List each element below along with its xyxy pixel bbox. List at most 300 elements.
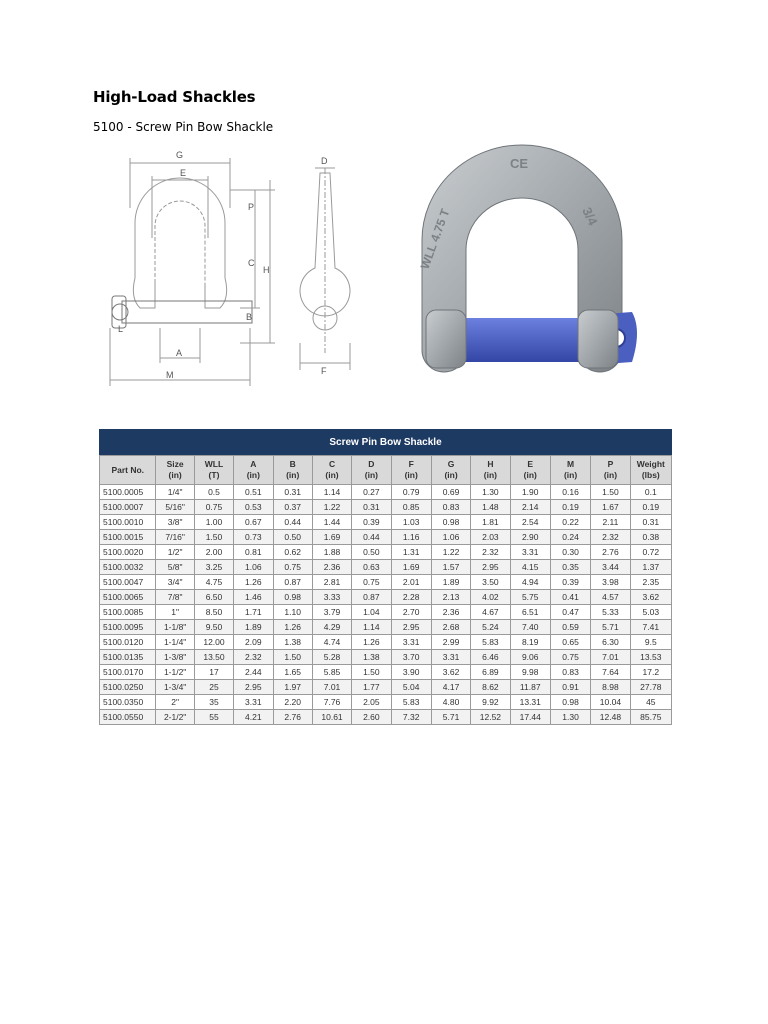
table-cell: 0.31 [630, 515, 671, 530]
part-number-cell: 5100.0032 [100, 560, 156, 575]
table-cell: 0.67 [234, 515, 273, 530]
table-cell: 1.88 [312, 545, 351, 560]
table-cell: 1.03 [391, 515, 431, 530]
table-cell: 0.24 [550, 530, 590, 545]
part-number-cell: 5100.0020 [100, 545, 156, 560]
column-header-name: A [250, 459, 257, 469]
table-cell: 4.17 [431, 680, 470, 695]
table-cell: 0.87 [273, 575, 312, 590]
column-header [630, 456, 671, 485]
part-number-cell: 5100.0170 [100, 665, 156, 680]
table-cell: 0.27 [352, 485, 391, 500]
table-cell: 1-1/8" [156, 620, 194, 635]
table-cell: 1.81 [471, 515, 510, 530]
table-cell: 3.31 [510, 545, 550, 560]
table-cell: 3.33 [312, 590, 351, 605]
table-cell: 2.01 [391, 575, 431, 590]
table-cell: 0.16 [550, 485, 590, 500]
column-header-name: G [447, 459, 455, 469]
table-cell: 0.83 [550, 665, 590, 680]
table-cell: 1.77 [352, 680, 391, 695]
column-header-name: D [368, 459, 375, 469]
table-cell: 9.92 [471, 695, 510, 710]
table-cell: 0.83 [431, 500, 470, 515]
dim-label-a: A [176, 348, 183, 358]
table-cell: 6.30 [591, 635, 630, 650]
table-cell: 3.79 [312, 605, 351, 620]
table-cell: 5.75 [510, 590, 550, 605]
column-header [591, 456, 630, 485]
table-cell: 2.20 [273, 695, 312, 710]
dim-label-m: M [166, 370, 174, 380]
part-number-cell: 5100.0085 [100, 605, 156, 620]
column-header-name: Weight [636, 459, 665, 469]
table-row [100, 620, 672, 635]
table-cell: 3.31 [431, 650, 470, 665]
table-row [100, 560, 672, 575]
table-cell: 0.65 [550, 635, 590, 650]
table-cell: 0.31 [273, 485, 312, 500]
table-cell: 4.57 [591, 590, 630, 605]
table-cell: 11.87 [510, 680, 550, 695]
table-cell: 5.71 [591, 620, 630, 635]
table-cell: 2.90 [510, 530, 550, 545]
part-number-cell: 5100.0065 [100, 590, 156, 605]
column-header-unit: (in) [444, 470, 458, 480]
table-cell: 5.28 [312, 650, 351, 665]
column-header [431, 456, 470, 485]
table-cell: 1.69 [391, 560, 431, 575]
table-cell: 1.06 [234, 560, 273, 575]
photo-ce-marking: CE [510, 156, 529, 171]
table-cell: 5.24 [471, 620, 510, 635]
table-cell: 2.60 [352, 710, 391, 725]
column-header-name: Part No. [111, 464, 145, 475]
table-cell: 4.21 [234, 710, 273, 725]
column-header-unit: (in) [404, 470, 418, 480]
column-header-name: WLL [204, 459, 224, 469]
table-cell: 5.04 [391, 680, 431, 695]
table-cell: 1" [156, 605, 194, 620]
table-cell: 4.02 [471, 590, 510, 605]
table-row [100, 695, 672, 710]
table-cell: 0.59 [550, 620, 590, 635]
table-cell: 2.35 [630, 575, 671, 590]
table-cell: 4.29 [312, 620, 351, 635]
table-cell: 1.22 [312, 500, 351, 515]
table-cell: 8.62 [471, 680, 510, 695]
table-cell: 0.50 [352, 545, 391, 560]
table-cell: 2.81 [312, 575, 351, 590]
table-cell: 17 [194, 665, 233, 680]
table-cell: 1/4" [156, 485, 194, 500]
column-header [312, 456, 351, 485]
table-cell: 12.52 [471, 710, 510, 725]
column-header [234, 456, 273, 485]
column-header [156, 456, 194, 485]
table-cell: 1.16 [391, 530, 431, 545]
table-cell: 3/4" [156, 575, 194, 590]
table-cell: 3/8" [156, 515, 194, 530]
table-cell: 2.00 [194, 545, 233, 560]
page-title: High-Load Shackles [93, 88, 256, 106]
table-cell: 2.68 [431, 620, 470, 635]
column-header-unit: (in) [483, 470, 497, 480]
table-cell: 9.50 [194, 620, 233, 635]
table-cell: 0.87 [352, 590, 391, 605]
table-row [100, 500, 672, 515]
table-cell: 7/16" [156, 530, 194, 545]
table-cell: 3.44 [591, 560, 630, 575]
table-cell: 1.57 [431, 560, 470, 575]
table-cell: 1.69 [312, 530, 351, 545]
part-number-cell: 5100.0047 [100, 575, 156, 590]
table-cell: 7.01 [591, 650, 630, 665]
table-cell: 0.30 [550, 545, 590, 560]
table-cell: 9.06 [510, 650, 550, 665]
spec-table-title: Screw Pin Bow Shackle [99, 429, 672, 455]
table-cell: 1-1/4" [156, 635, 194, 650]
table-cell: 0.50 [273, 530, 312, 545]
table-cell: 2.36 [431, 605, 470, 620]
table-cell: 2.32 [471, 545, 510, 560]
part-number-cell: 5100.0120 [100, 635, 156, 650]
table-row [100, 590, 672, 605]
table-cell: 7.01 [312, 680, 351, 695]
table-cell: 1-3/8" [156, 650, 194, 665]
table-cell: 5.71 [431, 710, 470, 725]
table-cell: 1.38 [273, 635, 312, 650]
table-cell: 7/8" [156, 590, 194, 605]
table-cell: 0.39 [550, 575, 590, 590]
part-number-cell: 5100.0550 [100, 710, 156, 725]
dim-label-b: B [246, 312, 253, 322]
table-cell: 0.73 [234, 530, 273, 545]
table-cell: 0.1 [630, 485, 671, 500]
table-cell: 0.63 [352, 560, 391, 575]
table-cell: 10.04 [591, 695, 630, 710]
table-cell: 12.00 [194, 635, 233, 650]
column-header-unit: (in) [325, 470, 339, 480]
column-header [550, 456, 590, 485]
table-cell: 17.44 [510, 710, 550, 725]
table-cell: 1.50 [273, 650, 312, 665]
table-cell: 2.11 [591, 515, 630, 530]
table-row [100, 530, 672, 545]
table-cell: 8.98 [591, 680, 630, 695]
table-cell: 0.91 [550, 680, 590, 695]
table-cell: 0.85 [391, 500, 431, 515]
table-cell: 3.62 [630, 590, 671, 605]
table-cell: 25 [194, 680, 233, 695]
table-cell: 4.74 [312, 635, 351, 650]
table-cell: 3.62 [431, 665, 470, 680]
table-cell: 1.50 [591, 485, 630, 500]
dim-label-g: G [176, 150, 184, 160]
table-row [100, 710, 672, 725]
column-header-unit: (in) [563, 470, 578, 480]
table-cell: 4.15 [510, 560, 550, 575]
part-number-cell: 5100.0350 [100, 695, 156, 710]
table-cell: 2.05 [352, 695, 391, 710]
table-cell: 0.75 [352, 575, 391, 590]
table-cell: 1.90 [510, 485, 550, 500]
column-header [194, 456, 233, 485]
table-cell: 2.09 [234, 635, 273, 650]
dim-label-h: H [263, 265, 270, 275]
table-cell: 0.38 [630, 530, 671, 545]
table-cell: 0.98 [431, 515, 470, 530]
table-row [100, 575, 672, 590]
table-cell: 0.81 [234, 545, 273, 560]
table-cell: 6.50 [194, 590, 233, 605]
table-cell: 0.75 [273, 560, 312, 575]
column-header-name: E [527, 459, 534, 469]
table-cell: 1.50 [194, 530, 233, 545]
table-cell: 1.89 [431, 575, 470, 590]
table-cell: 3.31 [391, 635, 431, 650]
table-cell: 1.30 [471, 485, 510, 500]
part-number-cell: 5100.0005 [100, 485, 156, 500]
dim-label-d: D [321, 156, 328, 166]
column-header-unit: (in) [246, 470, 260, 480]
table-cell: 0.98 [273, 590, 312, 605]
column-header [510, 456, 550, 485]
table-cell: 1.26 [234, 575, 273, 590]
table-row [100, 545, 672, 560]
spec-table-header-row [100, 456, 672, 485]
table-cell: 7.40 [510, 620, 550, 635]
table-cell: 3.31 [234, 695, 273, 710]
table-cell: 1.89 [234, 620, 273, 635]
table-cell: 0.47 [550, 605, 590, 620]
table-cell: 5.83 [471, 635, 510, 650]
table-cell: 17.2 [630, 665, 671, 680]
table-cell: 1.26 [352, 635, 391, 650]
column-header-unit: (in) [603, 470, 618, 480]
dim-label-p: P [248, 202, 255, 212]
column-header-unit: (in) [364, 470, 378, 480]
column-header-name: C [328, 459, 336, 469]
part-number-cell: 5100.0095 [100, 620, 156, 635]
table-cell: 0.44 [352, 530, 391, 545]
table-cell: 1.67 [591, 500, 630, 515]
table-cell: 5/8" [156, 560, 194, 575]
column-header [100, 456, 156, 485]
table-cell: 2.13 [431, 590, 470, 605]
table-cell: 4.94 [510, 575, 550, 590]
table-cell: 1.22 [431, 545, 470, 560]
table-cell: 1.10 [273, 605, 312, 620]
table-cell: 1.44 [312, 515, 351, 530]
column-header-unit: (in) [286, 470, 300, 480]
table-cell: 0.35 [550, 560, 590, 575]
spec-table [99, 455, 672, 725]
table-cell: 2.32 [234, 650, 273, 665]
table-cell: 0.75 [550, 650, 590, 665]
table-cell: 1.65 [273, 665, 312, 680]
table-cell: 1.26 [273, 620, 312, 635]
table-cell: 0.22 [550, 515, 590, 530]
table-cell: 2.95 [234, 680, 273, 695]
table-cell: 1.50 [352, 665, 391, 680]
column-header-name: Size [166, 459, 184, 469]
table-cell: 2" [156, 695, 194, 710]
photo-wll-marking: WLL 4.75 T [417, 206, 453, 272]
table-cell: 13.31 [510, 695, 550, 710]
table-cell: 5.03 [630, 605, 671, 620]
column-header-name: M [567, 459, 575, 469]
column-header [273, 456, 312, 485]
table-cell: 2.28 [391, 590, 431, 605]
table-cell: 9.98 [510, 665, 550, 680]
table-cell: 1.00 [194, 515, 233, 530]
table-cell: 1.71 [234, 605, 273, 620]
table-cell: 2.54 [510, 515, 550, 530]
column-header-unit: (lbs) [641, 470, 660, 480]
table-cell: 2.03 [471, 530, 510, 545]
table-cell: 0.51 [234, 485, 273, 500]
table-cell: 1.46 [234, 590, 273, 605]
table-cell: 0.5 [194, 485, 233, 500]
table-cell: 2.44 [234, 665, 273, 680]
column-header [391, 456, 431, 485]
table-cell: 7.32 [391, 710, 431, 725]
table-cell: 0.41 [550, 590, 590, 605]
table-cell: 5/16" [156, 500, 194, 515]
dim-label-e: E [180, 168, 187, 178]
table-cell: 2.95 [471, 560, 510, 575]
table-cell: 6.46 [471, 650, 510, 665]
table-cell: 13.53 [630, 650, 671, 665]
table-cell: 3.50 [471, 575, 510, 590]
part-number-cell: 5100.0007 [100, 500, 156, 515]
table-cell: 0.53 [234, 500, 273, 515]
table-cell: 0.72 [630, 545, 671, 560]
part-number-cell: 5100.0250 [100, 680, 156, 695]
table-cell: 1.97 [273, 680, 312, 695]
table-cell: 3.98 [591, 575, 630, 590]
spec-table-container [99, 429, 672, 725]
table-cell: 0.19 [630, 500, 671, 515]
table-cell: 0.69 [431, 485, 470, 500]
table-cell: 1.06 [431, 530, 470, 545]
table-cell: 2.32 [591, 530, 630, 545]
column-header-name: H [487, 459, 494, 469]
table-cell: 2.70 [391, 605, 431, 620]
table-cell: 1.30 [550, 710, 590, 725]
table-cell: 7.41 [630, 620, 671, 635]
table-cell: 0.98 [550, 695, 590, 710]
table-cell: 6.51 [510, 605, 550, 620]
table-cell: 6.89 [471, 665, 510, 680]
table-cell: 3.25 [194, 560, 233, 575]
table-row [100, 515, 672, 530]
table-cell: 0.31 [352, 500, 391, 515]
dim-label-f: F [321, 366, 327, 376]
table-row [100, 605, 672, 620]
table-cell: 9.5 [630, 635, 671, 650]
column-header-unit: (in) [523, 470, 537, 480]
table-cell: 5.85 [312, 665, 351, 680]
table-cell: 1.48 [471, 500, 510, 515]
table-cell: 1-3/4" [156, 680, 194, 695]
column-header-name: P [607, 459, 614, 469]
table-cell: 12.48 [591, 710, 630, 725]
table-cell: 1.14 [312, 485, 351, 500]
table-cell: 2.14 [510, 500, 550, 515]
table-row [100, 665, 672, 680]
table-cell: 0.44 [273, 515, 312, 530]
column-header-unit: (T) [208, 470, 220, 480]
dim-label-c: C [248, 258, 255, 268]
table-cell: 1.37 [630, 560, 671, 575]
table-cell: 2.36 [312, 560, 351, 575]
table-cell: 10.61 [312, 710, 351, 725]
table-cell: 85.75 [630, 710, 671, 725]
table-cell: 4.75 [194, 575, 233, 590]
table-cell: 1.14 [352, 620, 391, 635]
dim-label-l: L [118, 324, 124, 334]
table-cell: 45 [630, 695, 671, 710]
table-cell: 1.04 [352, 605, 391, 620]
table-cell: 2.76 [591, 545, 630, 560]
column-header-unit: (in) [168, 470, 182, 480]
table-cell: 0.79 [391, 485, 431, 500]
table-cell: 3.70 [391, 650, 431, 665]
table-cell: 7.76 [312, 695, 351, 710]
table-cell: 0.19 [550, 500, 590, 515]
table-cell: 8.50 [194, 605, 233, 620]
page-subtitle: 5100 - Screw Pin Bow Shackle [93, 120, 274, 134]
table-cell: 5.33 [591, 605, 630, 620]
table-cell: 1.31 [391, 545, 431, 560]
shackle-dimension-diagram [100, 148, 362, 394]
table-cell: 1.38 [352, 650, 391, 665]
table-cell: 1/2" [156, 545, 194, 560]
table-cell: 2.95 [391, 620, 431, 635]
photo-size-marking: 3/4 [579, 204, 601, 228]
part-number-cell: 5100.0135 [100, 650, 156, 665]
table-row [100, 485, 672, 500]
table-cell: 8.19 [510, 635, 550, 650]
table-cell: 1-1/2" [156, 665, 194, 680]
column-header-name: B [289, 459, 296, 469]
column-header-name: F [408, 459, 414, 469]
table-cell: 3.90 [391, 665, 431, 680]
table-cell: 0.39 [352, 515, 391, 530]
column-header [471, 456, 510, 485]
table-cell: 0.75 [194, 500, 233, 515]
table-cell: 27.78 [630, 680, 671, 695]
table-cell: 4.67 [471, 605, 510, 620]
table-cell: 0.62 [273, 545, 312, 560]
table-cell: 13.50 [194, 650, 233, 665]
table-cell: 4.80 [431, 695, 470, 710]
table-cell: 0.37 [273, 500, 312, 515]
table-row [100, 635, 672, 650]
table-cell: 7.64 [591, 665, 630, 680]
table-row [100, 650, 672, 665]
table-cell: 2-1/2" [156, 710, 194, 725]
part-number-cell: 5100.0015 [100, 530, 156, 545]
table-cell: 55 [194, 710, 233, 725]
table-cell: 2.76 [273, 710, 312, 725]
shackle-product-photo [392, 140, 652, 402]
table-cell: 35 [194, 695, 233, 710]
table-cell: 5.83 [391, 695, 431, 710]
table-cell: 2.99 [431, 635, 470, 650]
